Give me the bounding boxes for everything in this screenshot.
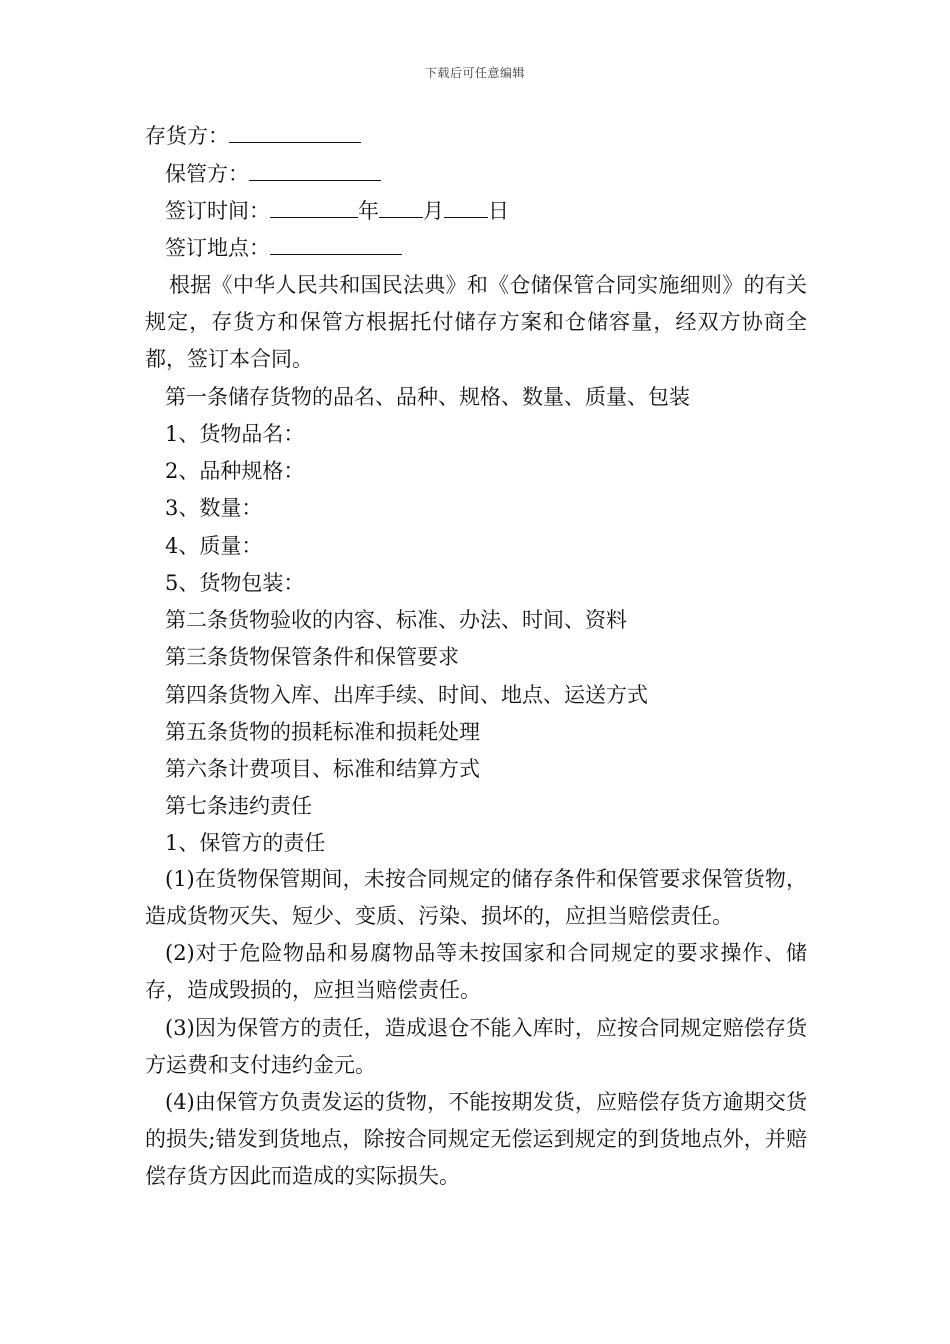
custodian-field: [165, 160, 381, 188]
sign-place-field: [165, 234, 402, 262]
article-1-item: 5、货物包装：: [165, 571, 305, 595]
article-7-subheading: 1、保管方的责任: [165, 831, 326, 855]
year-blank: [270, 197, 358, 218]
article-1-item: 4、质量：: [165, 534, 263, 558]
depositor-field: [145, 122, 361, 150]
article-4-title: 第四条货物入库、出库手续、时间、地点、运送方式: [165, 683, 648, 707]
header-note: 下载后可任意编辑: [424, 66, 525, 80]
article-5-title: 第五条货物的损耗标准和损耗处理: [165, 720, 480, 744]
article-1-title: 第一条储存货物的品名、品种、规格、数量、质量、包装: [165, 385, 690, 409]
depositor-blank: [229, 122, 361, 143]
clause-1: (1)在货物保管期间，未按合同规定的储存条件和保管要求保管货物，造成货物灭失、短少、变质、污染、损坏的，应担当赔偿责任。: [145, 867, 807, 928]
article-3-title: 第三条货物保管条件和保管要求: [165, 645, 459, 669]
custodian-blank: [249, 160, 381, 181]
clause-4: (4)由保管方负责发运的货物，不能按期发货，应赔偿存货方逾期交货的损失;错发到货地点，除按合同规定无偿运到规定的到货地点外，并赔偿存货方因此而造成的实际损失。: [145, 1090, 807, 1188]
clause-2: (2)对于危险物品和易腐物品等未按国家和合同规定的要求操作、储存，造成毁损的，应担当赔偿责任。: [145, 941, 807, 1002]
article-1-item: 1、货物品名：: [165, 422, 305, 446]
custodian-label: 保管方：: [165, 162, 249, 186]
month-label: 月: [423, 199, 444, 223]
sign-time-field: [165, 197, 509, 225]
article-6-title: 第六条计费项目、标准和结算方式: [165, 757, 480, 781]
article-2-title: 第二条货物验收的内容、标准、办法、时间、资料: [165, 608, 627, 632]
article-1-item: 2、品种规格：: [165, 459, 305, 483]
day-label: 日: [488, 199, 509, 223]
sign-place-label: 签订地点：: [165, 236, 270, 260]
depositor-label: 存货方：: [145, 124, 229, 148]
clause-3: (3)因为保管方的责任，造成退仓不能入库时，应按合同规定赔偿存货方运费和支付违约金元。: [145, 1016, 807, 1077]
sign-time-label: 签订时间：: [165, 199, 270, 223]
day-blank: [444, 197, 488, 218]
sign-place-blank: [270, 234, 402, 255]
intro-paragraph: 根据《中华人民共和国民法典》和《仓储保管合同实施细则》的有关规定，存货方和保管方根据托付储存方案和仓储容量，经双方协商全都，签订本合同。: [145, 273, 807, 371]
article-7-title: 第七条违约责任: [165, 794, 312, 818]
article-1-item: 3、数量：: [165, 496, 263, 520]
month-blank: [379, 197, 423, 218]
year-label: 年: [358, 199, 379, 223]
